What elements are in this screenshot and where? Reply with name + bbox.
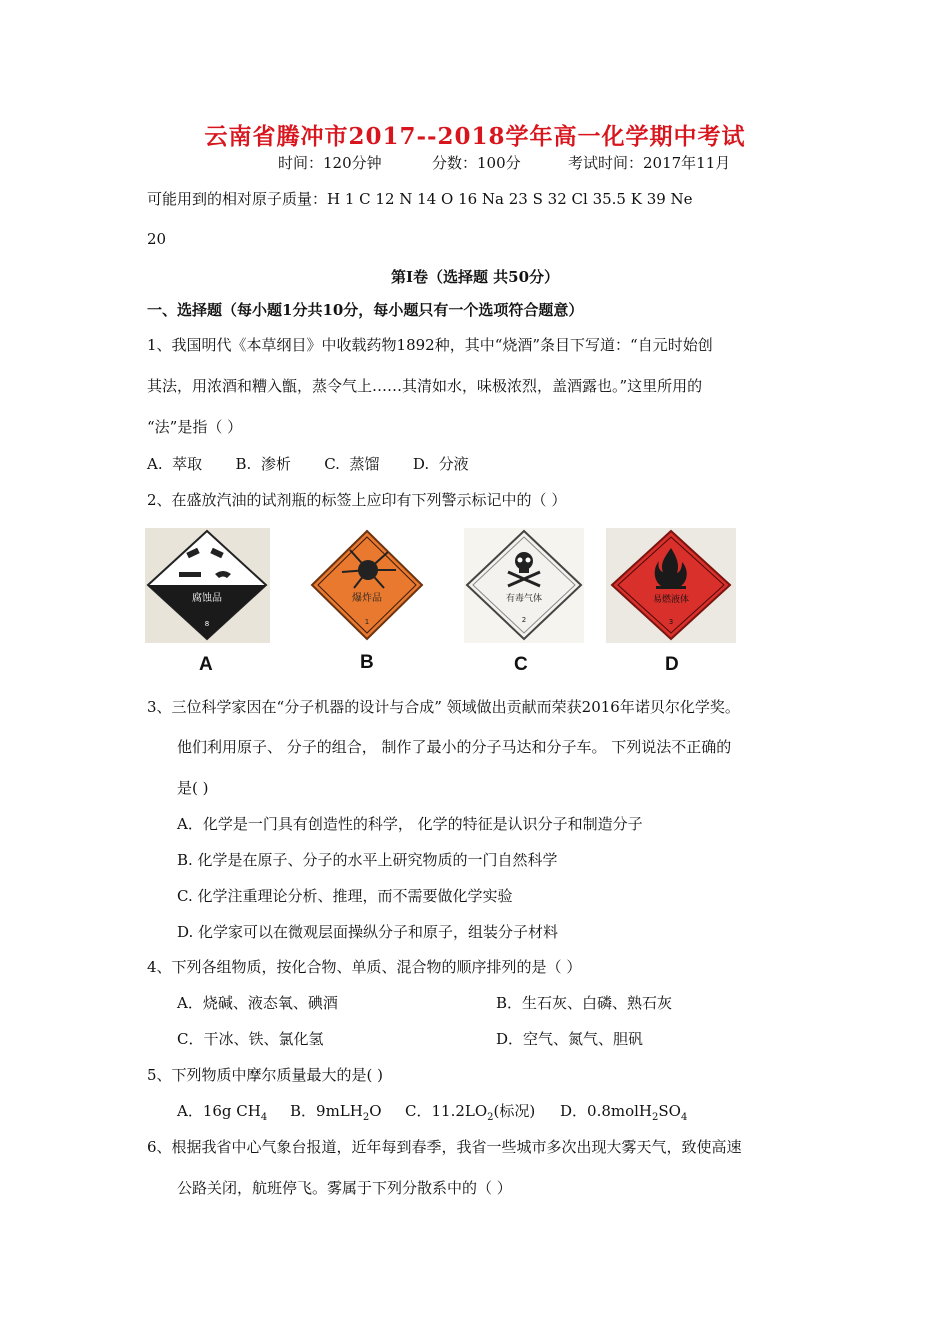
- atomic-mass-line-cont: 20: [147, 230, 167, 248]
- toxic-gas-sign-icon: [464, 528, 584, 643]
- q5-option-a: A．16g $CH_4$: [177, 1102, 268, 1123]
- corrosive-sign-icon: [145, 528, 270, 643]
- q5-option-b: B．9mLH$_2$O: [290, 1102, 382, 1123]
- exam-duration: 时间：120分钟: [278, 154, 382, 172]
- exam-title: 云南省腾冲市2017--2018学年高一化学期中考试: [204, 123, 746, 150]
- volume-title: 第Ⅰ卷（选择题 共50分）: [390, 268, 560, 286]
- sign-a-number: 8: [204, 620, 210, 628]
- sign-c-letter: C: [514, 654, 528, 675]
- sign-a-label: 腐蚀品: [192, 593, 222, 604]
- explosive-sign-icon: [310, 528, 425, 643]
- q4-option-d: D．空气、氮气、胆矾: [496, 1030, 644, 1048]
- q6-line2: 公路关闭，航班停飞。雾属于下列分散系中的（ ）: [177, 1179, 512, 1197]
- exam-score: 分数：100分: [432, 154, 521, 172]
- exam-date: 考试时间：2017年11月: [568, 154, 731, 172]
- sign-c-number: 2: [521, 616, 527, 624]
- q3-option-c: C. 化学注重理论分析、推理，而不需要做化学实验: [177, 887, 513, 905]
- q1-line1: 1、我国明代《本草纲目》中收载药物1892种，其中“烧酒”条目下写道：“自元时始创: [147, 336, 713, 354]
- q5-stem: 5、下列物质中摩尔质量最大的是( ): [147, 1066, 384, 1084]
- flammable-liquid-sign-icon: [606, 528, 736, 643]
- sign-d-letter: D: [665, 654, 679, 675]
- sign-c-label: 有毒气体: [505, 594, 543, 604]
- q1-options: A. 萃取 B. 渗析 C. 蒸馏 D. 分液: [147, 455, 469, 473]
- q5-option-d: D．$0.8molH_2SO_4$: [560, 1102, 688, 1123]
- q5-option-c: C．$11.2LO_2$(标况): [405, 1102, 536, 1123]
- sign-a-letter: A: [199, 654, 213, 675]
- q3-option-a: A．化学是一门具有创造性的科学， 化学的特征是认识分子和制造分子: [177, 815, 643, 833]
- atomic-mass-line: 可能用到的相对原子质量：H 1 C 12 N 14 O 16 Na 23 S 32 Cl 35.5 K 39 Ne: [147, 190, 693, 208]
- sign-b-number: 1: [364, 618, 370, 626]
- q4-option-b: B．生石灰、白磷、熟石灰: [496, 994, 673, 1012]
- sign-d-label: 易燃液体: [652, 595, 690, 605]
- q1-line2: 其法，用浓酒和糟入甑，蒸令气上……其清如水，味极浓烈，盖酒露也。”这里所用的: [147, 377, 703, 395]
- q4-option-a: A．烧碱、液态氧、碘酒: [177, 994, 338, 1012]
- q1-line3: “法”是指（ ）: [147, 418, 243, 436]
- q3-option-b: B. 化学是在原子、分子的水平上研究物质的一门自然科学: [177, 851, 558, 869]
- sign-b-label: 爆炸品: [352, 593, 382, 604]
- q3-option-d: D. 化学家可以在微观层面操纵分子和原子，组装分子材料: [177, 923, 559, 941]
- q6-line1: 6、根据我省中心气象台报道，近年每到春季，我省一些城市多次出现大雾天气，致使高速: [147, 1138, 742, 1156]
- q3-line3: 是( ): [177, 779, 209, 797]
- q3-line1: 3、三位科学家因在“分子机器的设计与合成” 领域做出贡献而荣获2016年诺贝尔化学奖。: [147, 698, 740, 716]
- sign-b-letter: B: [360, 652, 374, 673]
- sign-d-number: 3: [668, 618, 674, 626]
- q2-stem: 2、在盛放汽油的试剂瓶的标签上应印有下列警示标记中的（ ）: [147, 491, 567, 509]
- q4-stem: 4、下列各组物质，按化合物、单质、混合物的顺序排列的是（ ）: [147, 958, 582, 976]
- q4-option-c: C．干冰、铁、氯化氢: [177, 1030, 324, 1048]
- q3-line2: 他们利用原子、 分子的组合， 制作了最小的分子马达和分子车。 下列说法不正确的: [177, 738, 732, 756]
- section-title: 一、选择题（每小题1分共10分，每小题只有一个选项符合题意）: [147, 301, 584, 319]
